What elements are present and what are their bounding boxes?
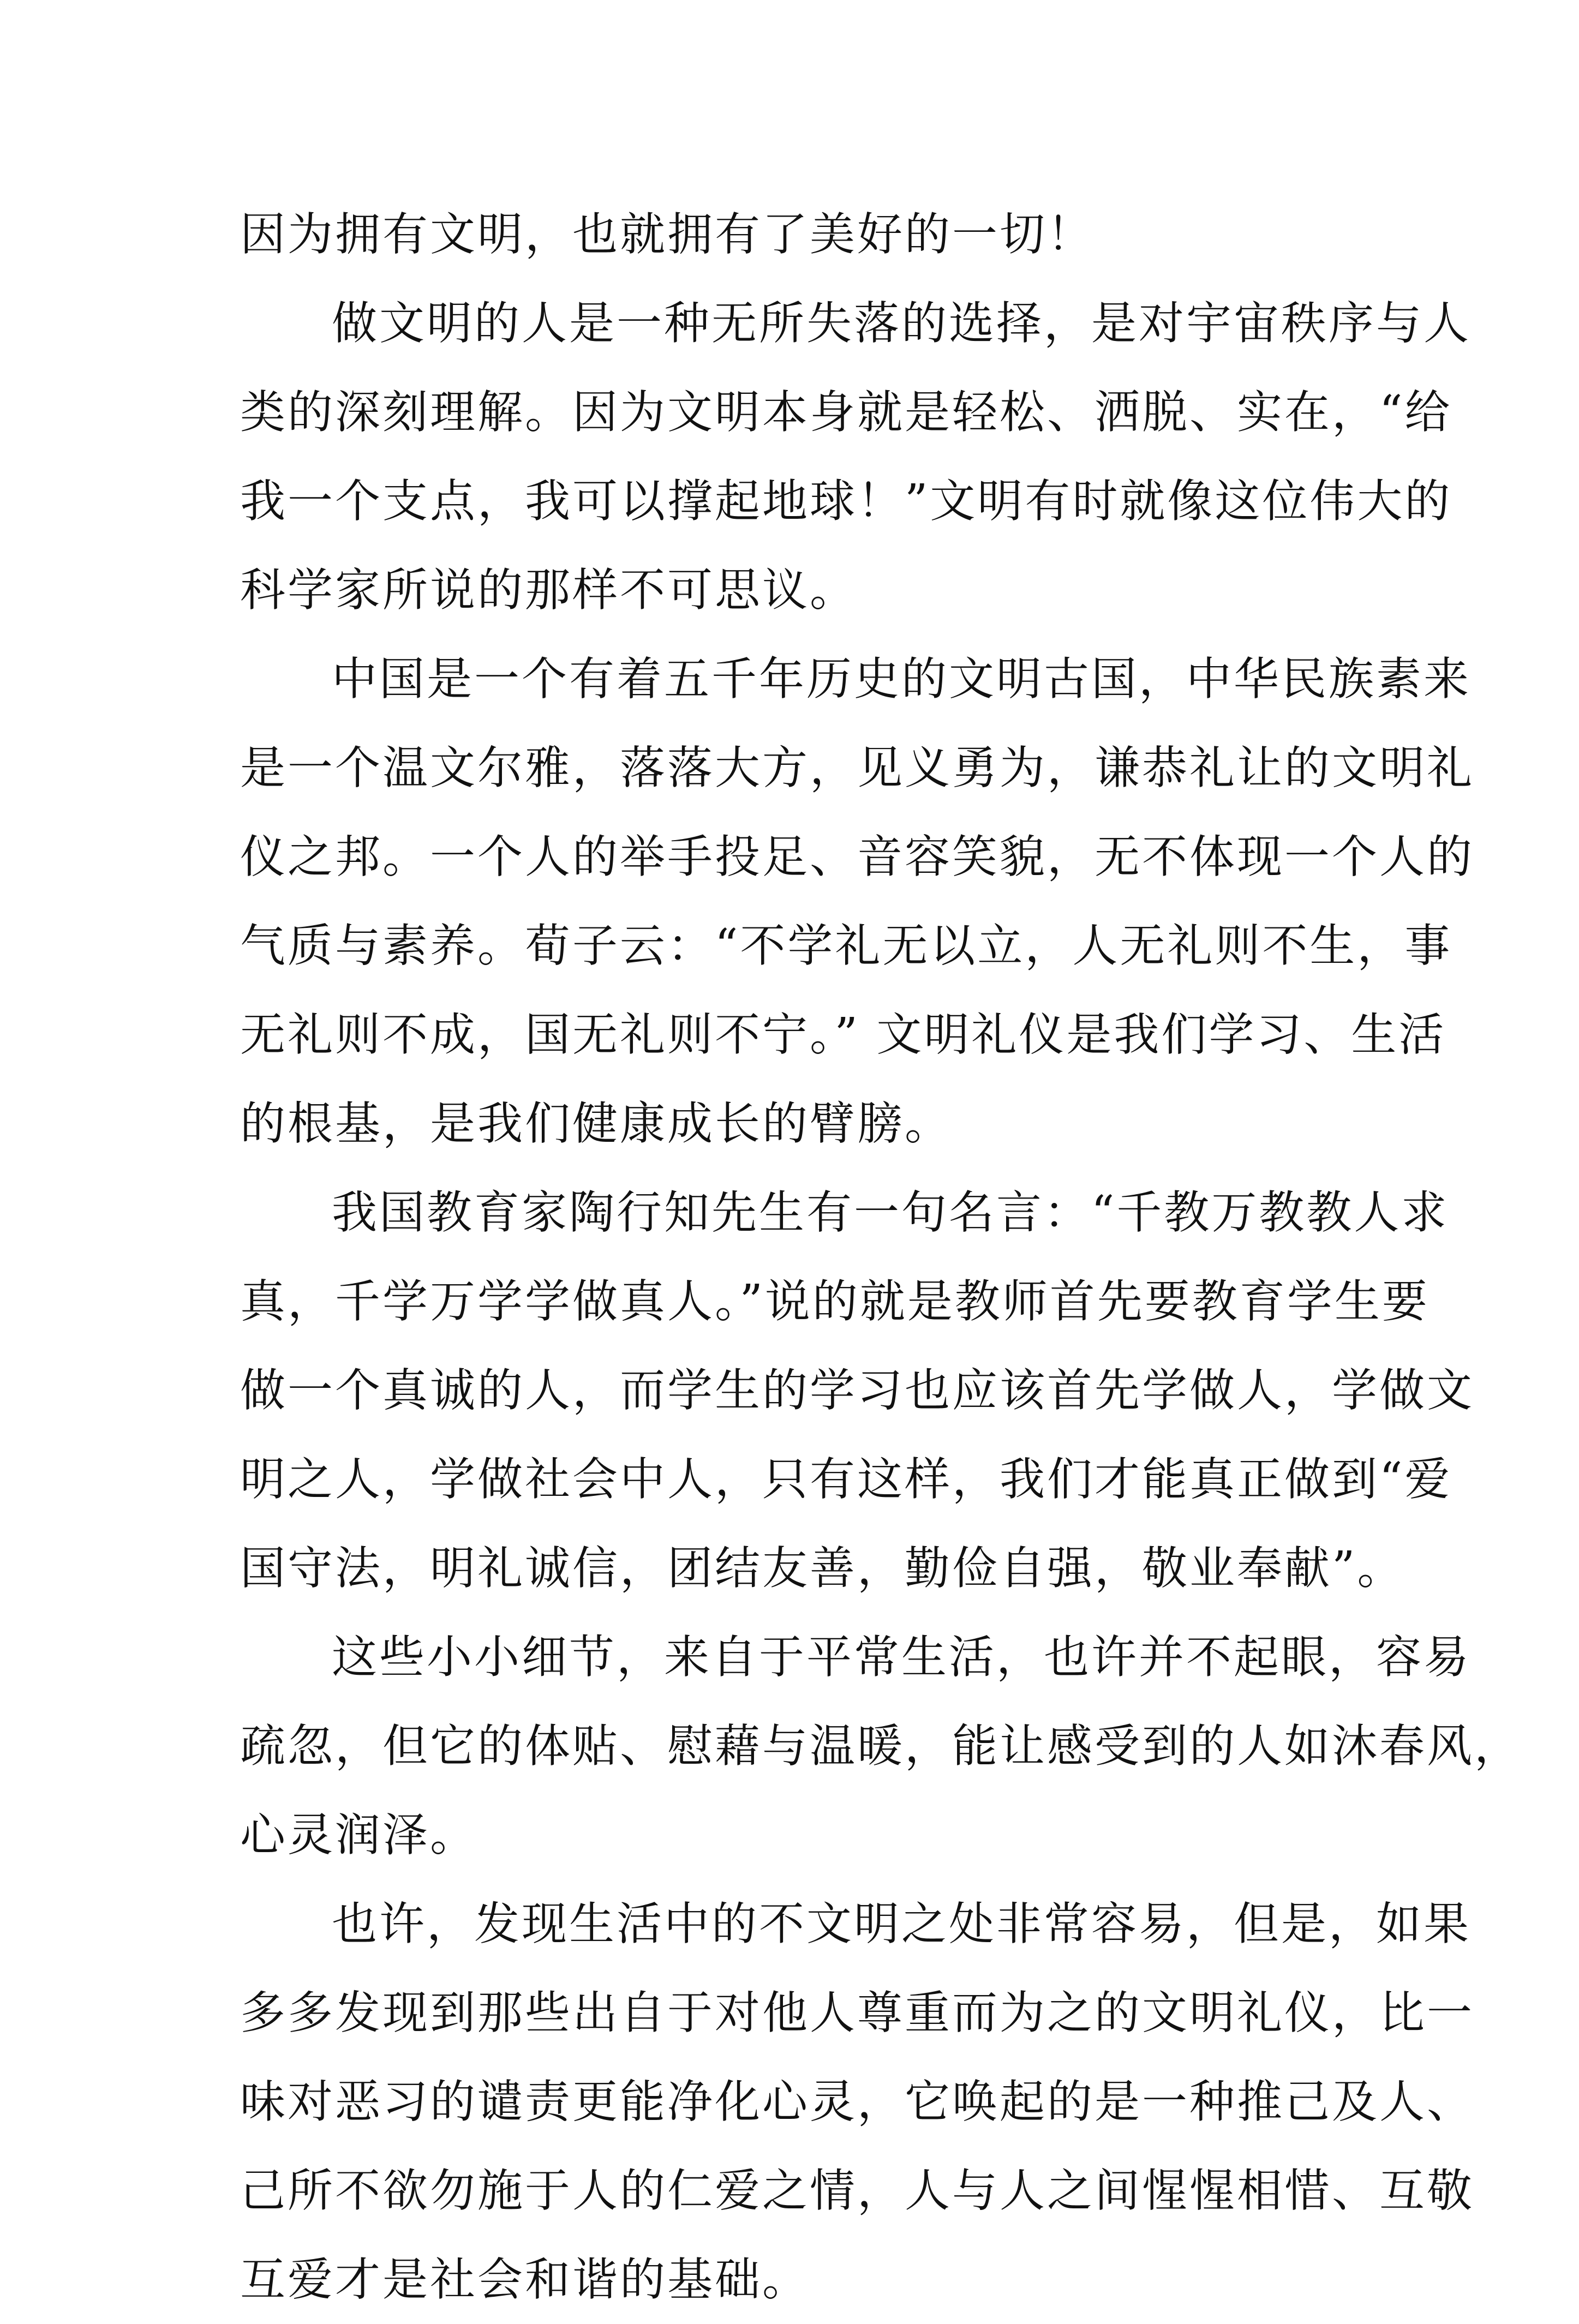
text-line: 类的深刻理解。因为文明本身就是轻松、洒脱、实在，“给 bbox=[240, 386, 1452, 439]
text-line: 科学家所说的那样不可思议。 bbox=[240, 564, 857, 616]
text-line: 真，千学万学学做真人。”说的就是教师首先要教育学生要 bbox=[240, 1275, 1430, 1328]
text-line: 心灵润泽。 bbox=[240, 1808, 477, 1861]
text-line: 己所不欲勿施于人的仁爱之情，人与人之间惺惺相惜、互敬 bbox=[240, 2164, 1474, 2217]
text-line: 味对恶习的谴责更能净化心灵，它唤起的是一种推己及人、 bbox=[240, 2075, 1474, 2128]
text-line: 做文明的人是一种无所失落的选择，是对宇宙秩序与人 bbox=[332, 297, 1471, 350]
text-line: 仪之邦。一个人的举手投足、音容笑貌，无不体现一个人的 bbox=[240, 830, 1474, 883]
text-line: 中国是一个有着五千年历史的文明古国，中华民族素来 bbox=[332, 652, 1471, 705]
text-line: 多多发现到那些出自于对他人尊重而为之的文明礼仪，比一 bbox=[240, 1986, 1474, 2039]
text-line: 也许，发现生活中的不文明之处非常容易，但是，如果 bbox=[332, 1897, 1471, 1950]
body-text bbox=[240, 190, 1522, 2324]
text-line: 是一个温文尔雅，落落大方，见义勇为，谦恭礼让的文明礼 bbox=[240, 741, 1474, 794]
text-line: 疏忽，但它的体贴、慰藉与温暖，能让感受到的人如沐春风， bbox=[240, 1720, 1522, 1772]
text-line: 国守法，明礼诚信，团结友善，勤俭自强，敬业奉献”。 bbox=[240, 1542, 1405, 1595]
text-line: 明之人，学做社会中人，只有这样，我们才能真正做到“爱 bbox=[240, 1453, 1452, 1506]
text-line: 气质与素养。荀子云：“不学礼无以立，人无礼则不生，事 bbox=[240, 919, 1452, 972]
text-line: 这些小小细节，来自于平常生活，也许并不起眼，容易 bbox=[332, 1631, 1471, 1684]
text-line: 无礼则不成，国无礼则不宁。” 文明礼仪是我们学习、生活 bbox=[240, 1008, 1446, 1061]
text-line: 的根基，是我们健康成长的臂膀。 bbox=[240, 1097, 952, 1150]
text-line: 做一个真诚的人，而学生的学习也应该首先学做人，学做文 bbox=[240, 1364, 1474, 1417]
text-line: 我国教育家陶行知先生有一句名言：“千教万教教人求 bbox=[332, 1186, 1449, 1239]
text-line: 因为拥有文明，也就拥有了美好的一切！ bbox=[240, 208, 1094, 261]
text-line: 互爱才是社会和谐的基础。 bbox=[240, 2253, 810, 2306]
text-line: 我一个支点，我可以撑起地球！”文明有时就像这位伟大的 bbox=[240, 475, 1452, 528]
